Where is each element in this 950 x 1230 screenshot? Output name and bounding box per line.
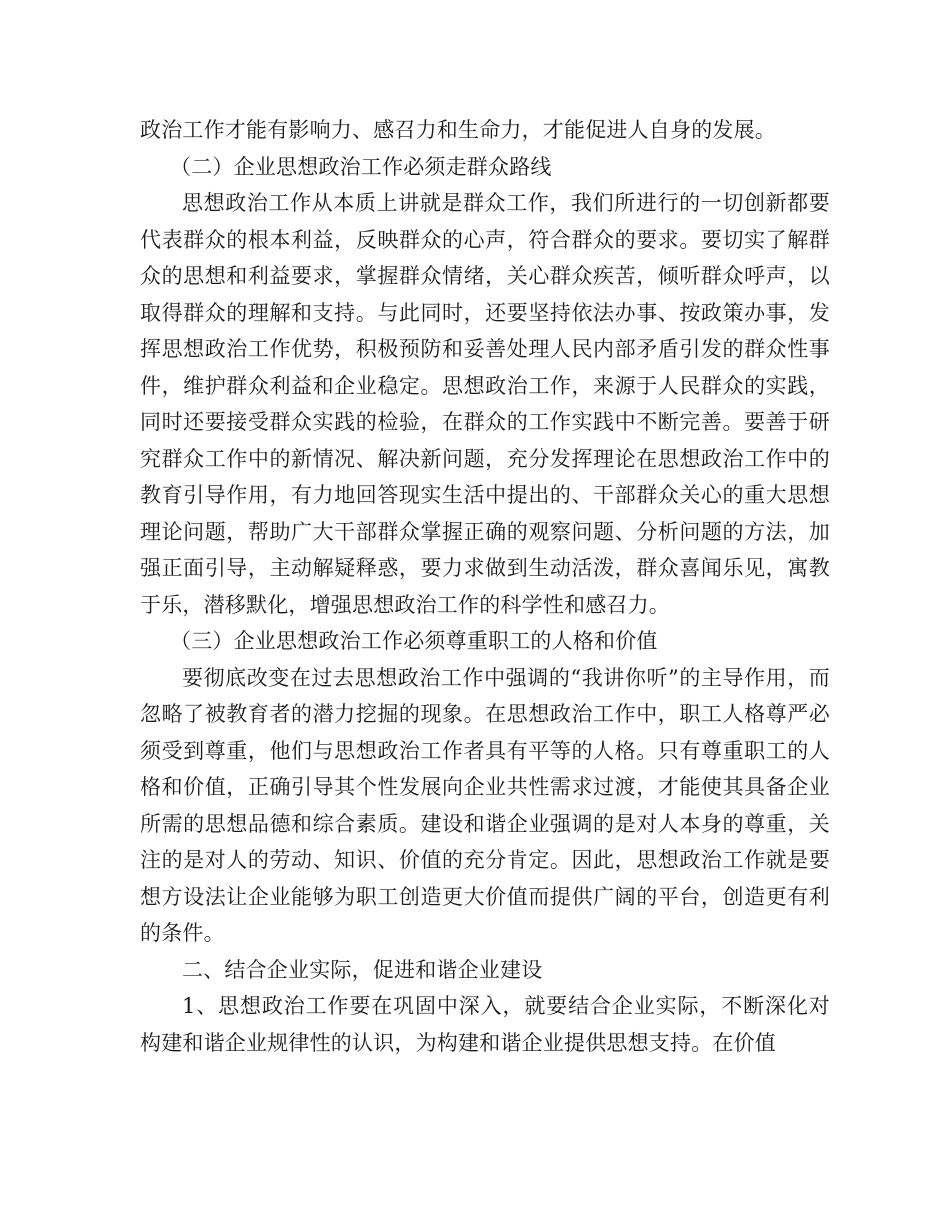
paragraph-mass-line: 思想政治工作从本质上讲就是群众工作，我们所进行的一切创新都要代表群众的根本利益，反映群众的心声，符合群众的要求。要切实了解群众的思想和利益要求，掌握群众情绪，关心群众疾苦，倾听群众呼声，以取得群众的理解和支持。与此同时，还要坚持依法办事、按政策办事，发挥思想政治工作优势，积极预防和妥善处理人民内部矛盾引发的群众性事件，维护群众利益和企业稳定。思想政治工作，来源于人民群众的实践，同时还要接受群众实践的检验，在群众的工作实践中不断完善。要善于研究群众工作中的新情况、解决新问题，充分发挥理论在思想政治工作中的教育引导作用，有力地回答现实生活中提出的、干部群众关心的重大思想理论问题，帮助广大干部群众掌握正确的观察问题、分析问题的方法，加强正面引导，主动解疑释惑，要力求做到生动活泼，群众喜闻乐见，寓教于乐，潜移默化，增强思想政治工作的科学性和感召力。 [140, 191, 830, 617]
continued-paragraph: 政治工作才能有影响力、感召力和生命力，才能促进人自身的发展。 [140, 118, 776, 142]
paragraph-enterprise-practice: 1、思想政治工作要在巩固中深入，就要结合企业实际，不断深化对构建和谐企业规律性的认识，为构建和谐企业提供思想支持。在价值 [140, 994, 830, 1055]
section-heading-2: 二、结合企业实际，促进和谐企业建设 [182, 957, 543, 982]
subsection-heading-3: （三）企业思想政治工作必须尊重职工的人格和价值 [170, 629, 658, 653]
document-body [140, 112, 830, 1061]
paragraph-respect-workers: 要彻底改变在过去思想政治工作中强调的“我讲你听”的主导作用，而忽略了被教育者的潜力挖掘的现象。在思想政治工作中，职工人格尊严必须受到尊重，他们与思想政治工作者具有平等的人格。只有尊重职工的人格和价值，正确引导其个性发展向企业共性需求过渡，才能使其具备企业所需的思想品德和综合素质。建设和谐企业强调的是对人本身的尊重，关注的是对人的劳动、知识、价值的充分肯定。因此，思想政治工作就是要想方设法让企业能够为职工创造更大价值而提供广阔的平台，创造更有利的条件。 [140, 665, 830, 945]
subsection-heading-2: （二）企业思想政治工作必须走群众路线 [170, 154, 552, 179]
